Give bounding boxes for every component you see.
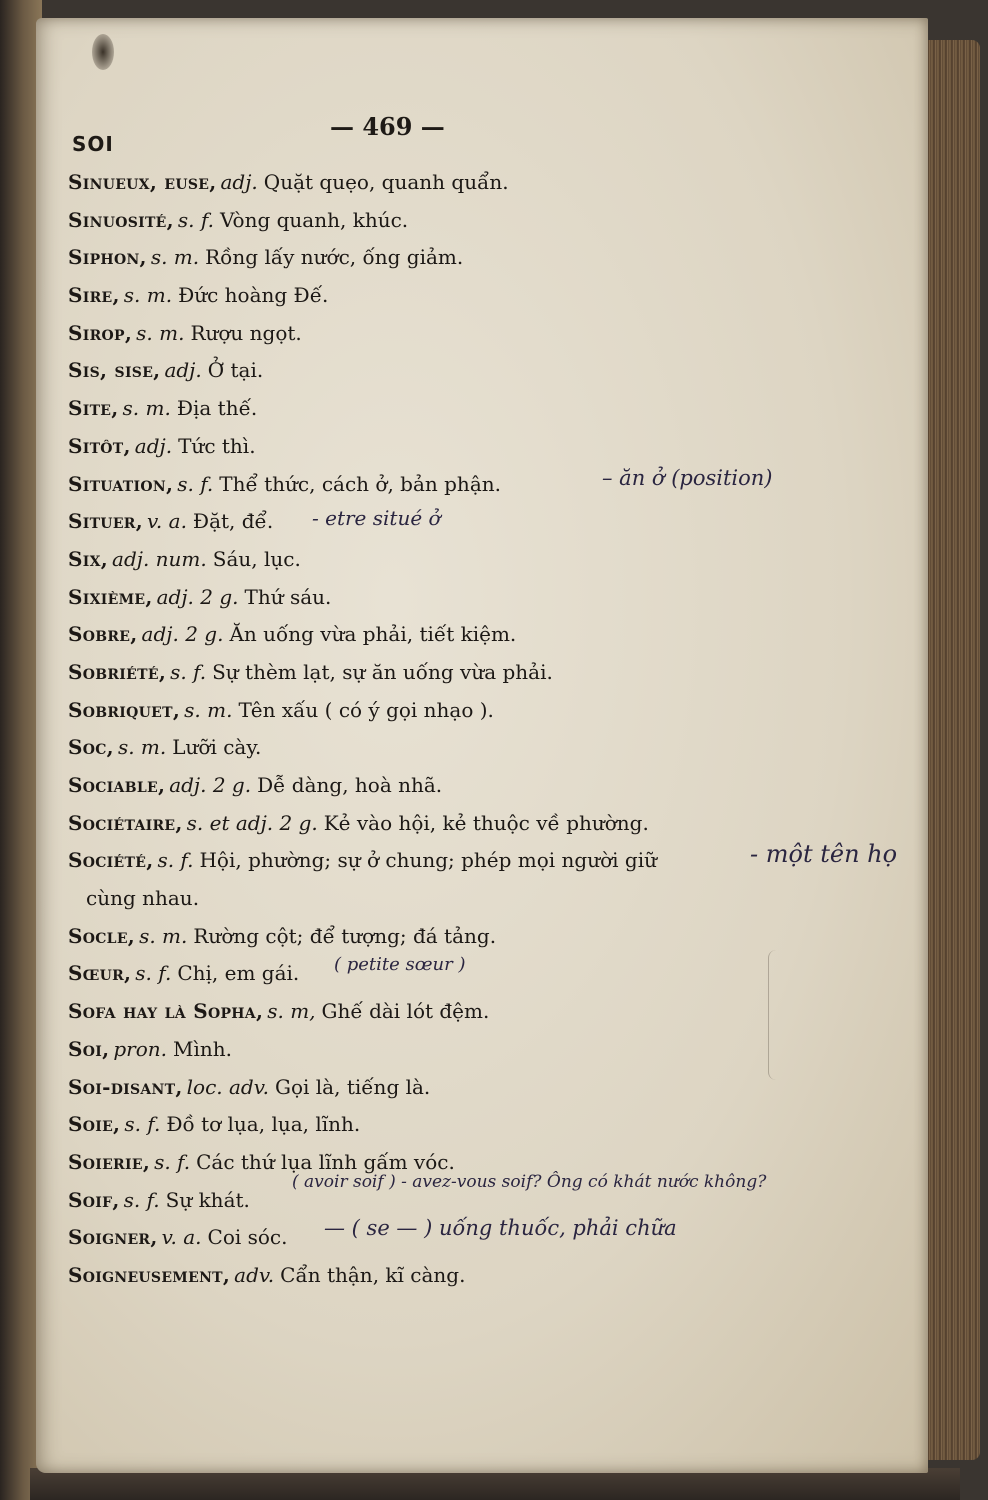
definition: Tức thì. <box>178 433 256 458</box>
headword: Socle, <box>68 923 136 948</box>
definition: Dễ dàng, hoà nhã. <box>257 773 443 797</box>
definition: Chị, em gái. <box>177 961 300 986</box>
headword: Sociétaire, <box>68 810 183 835</box>
definition: Rồng lấy nước, ống giảm. <box>205 245 464 270</box>
headword: Six, <box>68 546 109 571</box>
headword: Soigner, <box>68 1225 158 1250</box>
handwritten-note-societe: - một tên họ <box>750 840 898 868</box>
grammar-tag: s. m, <box>267 999 316 1024</box>
definition: Quặt quẹo, quanh quẩn. <box>263 170 509 194</box>
definition: Sự khát. <box>165 1187 250 1212</box>
headword: Sobriquet, <box>68 697 181 722</box>
handwritten-note-soeur: ( petite sœur ) <box>334 954 466 975</box>
grammar-tag: adj. <box>134 433 173 458</box>
entry <box>68 1106 758 1144</box>
definition: Rường cột; để tượng; đá tảng. <box>193 923 497 948</box>
definition: Sáu, lục. <box>212 546 301 571</box>
entry <box>68 654 758 692</box>
entry <box>68 767 758 805</box>
headword: Soigneusement, <box>68 1262 231 1287</box>
grammar-tag: s. f. <box>135 961 172 986</box>
handwritten-note-soigner: — ( se — ) uống thuốc, phải chữa <box>324 1216 677 1240</box>
entry <box>68 352 758 390</box>
entry-list <box>68 164 758 1295</box>
grammar-tag: adj. 2 g. <box>141 622 224 647</box>
definition: Sự thèm lạt, sự ăn uống vừa phải. <box>212 659 553 684</box>
definition: Các thứ lụa lĩnh gấm vóc. <box>196 1149 455 1174</box>
headword: Soie, <box>68 1112 121 1137</box>
headword: Sire, <box>68 283 120 308</box>
entry <box>68 616 758 654</box>
grammar-tag: adj. num. <box>112 546 207 571</box>
headword: Siphon, <box>68 245 147 270</box>
grammar-tag: s. m. <box>117 735 167 760</box>
grammar-tag: v. a. <box>161 1225 202 1250</box>
entry <box>68 315 758 353</box>
grammar-tag: s. f. <box>124 1112 161 1137</box>
headword: Société, <box>68 848 154 873</box>
page-number: — 469 — <box>330 112 445 141</box>
grammar-tag: v. a. <box>147 509 187 534</box>
grammar-tag: s. m. <box>136 320 185 345</box>
grammar-tag: adj. 2 g. <box>156 584 239 609</box>
entry <box>68 729 758 767</box>
definition: Lưỡi cày. <box>172 735 262 760</box>
headword: Sœur, <box>68 961 132 986</box>
definition: Thứ sáu. <box>244 584 332 609</box>
definition: Coi sóc. <box>207 1225 288 1250</box>
grammar-tag: s. m. <box>139 923 188 948</box>
headword: Sirop, <box>68 320 133 345</box>
grammar-tag: s. f. <box>123 1187 160 1212</box>
entry <box>68 541 758 579</box>
definition: Kẻ vào hội, kẻ thuộc về phường. <box>323 810 649 835</box>
definition: Ghế dài lót đệm. <box>321 999 490 1024</box>
headword: Sis, sise, <box>68 358 161 383</box>
handwritten-note-soif: ( avoir soif ) - avez-vous soif? Ông có khát nước không? <box>292 1172 767 1192</box>
definition: Tên xấu ( có ý gọi nhạo ). <box>238 697 494 722</box>
headword: Sobriété, <box>68 659 167 684</box>
entry <box>68 579 758 617</box>
grammar-tag: s. f. <box>157 848 194 873</box>
entry <box>68 993 758 1031</box>
grammar-tag: adv. <box>234 1262 275 1287</box>
definition: Gọi là, tiếng là. <box>275 1074 431 1099</box>
headword: Site, <box>68 396 119 421</box>
running-header: SOI <box>72 132 114 156</box>
headword: Soierie, <box>68 1149 151 1174</box>
headword: Sinueux, euse, <box>68 170 217 194</box>
entry <box>68 1031 758 1069</box>
ink-stain <box>92 34 114 70</box>
entry <box>68 277 758 315</box>
definition: Cẩn thận, kĩ càng. <box>280 1262 466 1287</box>
headword: Sobre, <box>68 622 138 647</box>
headword: Sofa hay là Sopha, <box>68 999 264 1024</box>
handwritten-note-situation: – ăn ở (position) <box>602 466 773 490</box>
headword: Sinuosité, <box>68 207 174 232</box>
grammar-tag: loc. adv. <box>186 1074 270 1099</box>
definition: Địa thế. <box>176 396 258 421</box>
headword: Soc, <box>68 735 114 760</box>
grammar-tag: s. m. <box>184 697 233 722</box>
entry <box>68 805 758 843</box>
headword: Soi-disant, <box>68 1074 183 1099</box>
definition: Đồ tơ lụa, lụa, lĩnh. <box>166 1112 361 1137</box>
definition: Thể thức, cách ở, bản phận. <box>219 471 501 496</box>
grammar-tag: pron. <box>113 1036 168 1061</box>
definition: Đặt, để. <box>192 509 274 534</box>
entry <box>68 390 758 428</box>
grammar-tag: s. f. <box>177 207 214 232</box>
grammar-tag: s. f. <box>154 1149 191 1174</box>
grammar-tag: adj. <box>220 170 258 194</box>
headword: Sitôt, <box>68 433 131 458</box>
faint-bracket-mark <box>768 950 783 1080</box>
headword: Situation, <box>68 471 174 496</box>
entry <box>68 239 758 277</box>
entry <box>68 428 758 466</box>
grammar-tag: s. m. <box>122 396 171 421</box>
grammar-tag: s. f. <box>170 659 207 684</box>
entry <box>68 1257 758 1295</box>
definition: Ở tại. <box>207 358 264 383</box>
definition: Hội, phường; sự ở chung; phép mọi người giữ <box>199 848 657 873</box>
headword: Sociable, <box>68 773 166 797</box>
grammar-tag: adj. 2 g. <box>169 773 252 797</box>
headword: Soi, <box>68 1036 110 1061</box>
grammar-tag: s. m. <box>123 283 173 308</box>
grammar-tag: s. et adj. 2 g. <box>186 810 318 835</box>
headword: Sixième, <box>68 584 153 609</box>
entry <box>68 1069 758 1107</box>
definition-continuation: cùng nhau. <box>86 886 200 911</box>
entry <box>68 918 758 956</box>
grammar-tag: adj. <box>164 358 202 383</box>
entry <box>68 202 758 240</box>
headword: Situer, <box>68 509 143 534</box>
entry <box>68 164 758 202</box>
definition: Đức hoàng Đế. <box>178 283 329 308</box>
grammar-tag: s. f. <box>177 471 214 496</box>
definition: Rượu ngọt. <box>190 320 302 345</box>
handwritten-note-situer: - etre situé ở <box>312 506 441 530</box>
definition: Vòng quanh, khúc. <box>219 207 409 232</box>
entry <box>68 842 758 917</box>
definition: Ăn uống vừa phải, tiết kiệm. <box>229 622 517 647</box>
headword: Soif, <box>68 1187 120 1212</box>
entry <box>68 692 758 730</box>
grammar-tag: s. m. <box>150 245 200 270</box>
definition: Mình. <box>173 1036 233 1061</box>
